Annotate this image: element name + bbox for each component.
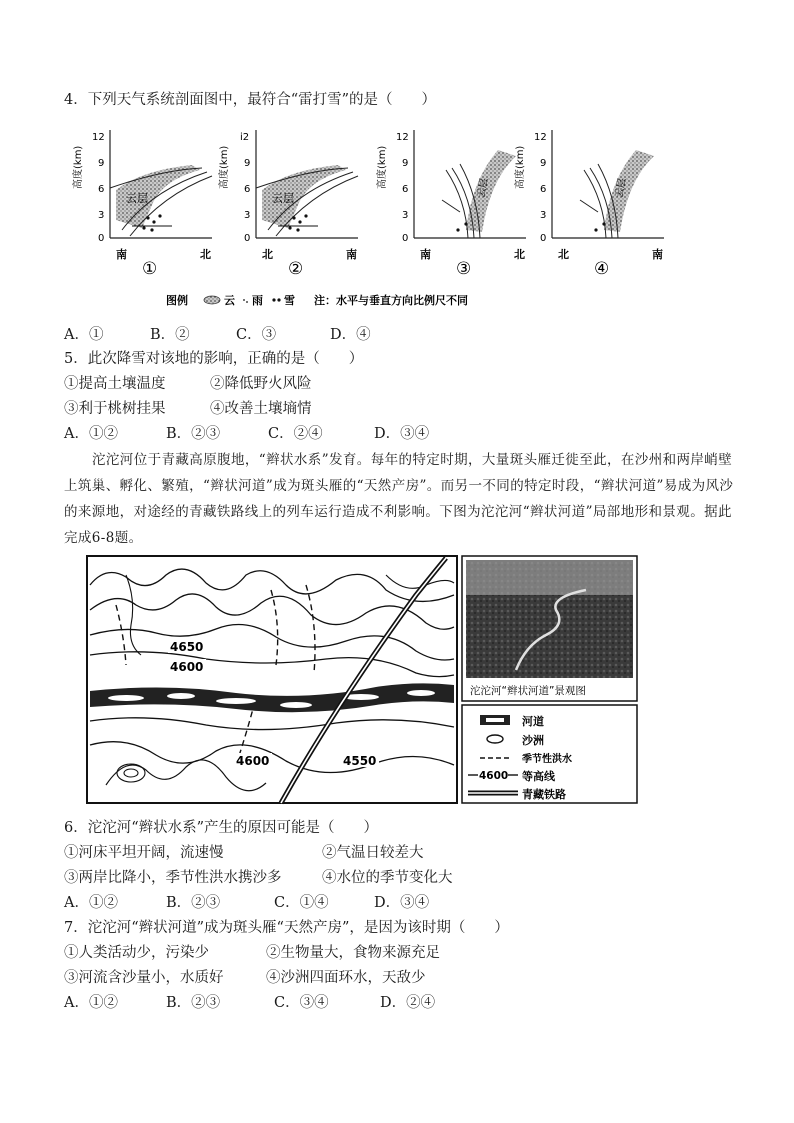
svg-text:注：水平与垂直方向比例尺不同: 注：水平与垂直方向比例尺不同	[314, 294, 468, 307]
svg-text:雪: 雪	[284, 294, 295, 307]
svg-text:季节性洪水: 季节性洪水	[522, 754, 572, 765]
q7-stem: 7．沱沱河“辫状河道”成为斑头雁“天然产房”，是因为该时期（ ）	[64, 920, 509, 936]
panel-number: ②	[288, 259, 304, 279]
snow-dots	[456, 222, 467, 231]
panel-3	[375, 130, 526, 279]
cloud-label: 云层	[126, 192, 148, 205]
svg-text:9: 9	[402, 158, 409, 169]
svg-text:云: 云	[224, 294, 235, 307]
option-d[interactable]: D．③④	[374, 895, 430, 911]
q7-items-row1	[64, 944, 440, 962]
svg-text:0: 0	[244, 233, 251, 244]
option-a[interactable]: A．①②	[64, 426, 118, 442]
q5-items-row1	[64, 375, 312, 393]
option-d[interactable]: D．③④	[374, 426, 430, 442]
q7-items-row2	[64, 969, 426, 987]
y-axis-label: 高度(km)	[73, 145, 84, 189]
y-axis-label: 高度(km)	[515, 145, 526, 189]
svg-text:0: 0	[540, 233, 547, 244]
svg-text:6: 6	[540, 184, 547, 195]
svg-text:i2: i2	[240, 132, 250, 143]
q6-item-2: ②气温日较差大	[322, 845, 424, 861]
svg-text:3: 3	[98, 210, 105, 221]
svg-text:6: 6	[402, 184, 409, 195]
cloud-label: 云层	[614, 177, 629, 199]
svg-text:等高线: 等高线	[522, 770, 555, 783]
svg-text:6: 6	[244, 184, 251, 195]
panel-4	[513, 130, 664, 279]
svg-text:9: 9	[98, 158, 105, 169]
q6-items-row1	[64, 844, 424, 862]
q4-legend	[166, 293, 468, 307]
svg-text:青藏铁路: 青藏铁路	[522, 788, 566, 801]
svg-text:北: 北	[262, 248, 273, 261]
svg-text:南: 南	[346, 248, 357, 261]
tuotuo-river-figure	[86, 555, 638, 805]
svg-text:12: 12	[92, 132, 105, 143]
svg-text:3: 3	[244, 210, 251, 221]
map-legend	[462, 705, 637, 803]
q6-stem: 6．沱沱河“辫状水系”产生的原因可能是（ ）	[64, 820, 379, 836]
svg-text:北: 北	[514, 248, 525, 261]
y-axis-label: 高度(km)	[377, 145, 388, 189]
svg-text:3: 3	[402, 210, 409, 221]
landscape-photo	[462, 556, 637, 701]
svg-text:3: 3	[540, 210, 547, 221]
svg-text:沙洲: 沙洲	[522, 734, 544, 747]
svg-text:北: 北	[558, 248, 569, 261]
q4-options	[64, 326, 371, 344]
svg-text:南: 南	[652, 248, 663, 261]
svg-text:南: 南	[420, 248, 431, 261]
panel-number: ①	[142, 259, 158, 279]
panel-1	[71, 130, 212, 279]
passage: 沱沱河位于青藏高原腹地，“辫状水系”发育。每年的特定时期，大量斑头雁迁徙至此，在沙州和两岸峭壁上筑巢、孵化、繁殖，“辫状河道”成为斑头雁的“天然产房”。而另一不同的特定时段，“辫状河道”易成为风沙的来源地，对途经的青藏铁路线上的列车运行造成不利影响。下图为沱沱河“辫状河道”局部地形和景观。据此完成6-8题。	[64, 452, 734, 546]
y-axis-label: 高度(km)	[219, 145, 230, 189]
cloud-label: 云层	[476, 177, 491, 199]
q4-figure	[73, 120, 722, 320]
sandbar-legend-icon	[487, 735, 503, 743]
panel-number: ④	[594, 259, 610, 279]
snow-dots	[594, 222, 605, 231]
option-c[interactable]: C．③④	[274, 995, 329, 1011]
svg-text:12: 12	[396, 132, 409, 143]
q5-item-2: ②降低野火风险	[210, 376, 312, 392]
svg-text:9: 9	[244, 158, 251, 169]
svg-text:6: 6	[98, 184, 105, 195]
cloud-label: 云层	[272, 192, 294, 205]
q6-item-1: ①河床平坦开阔，流速慢	[64, 845, 224, 861]
q5-options	[64, 425, 429, 443]
q7-item-3: ③河流含沙量小，水质好	[64, 970, 224, 986]
contour-label: 4650	[170, 640, 204, 654]
option-c[interactable]: C．①④	[274, 895, 329, 911]
contour-legend-value: 4600	[479, 770, 509, 782]
q6-options	[64, 894, 429, 912]
svg-text:图例: 图例	[166, 294, 188, 307]
option-a[interactable]: A．①②	[64, 895, 118, 911]
contour-label: 4600	[170, 660, 204, 674]
svg-text:南: 南	[116, 248, 127, 261]
svg-text:0: 0	[98, 233, 105, 244]
svg-text:9: 9	[540, 158, 547, 169]
q6-items-row2	[64, 869, 453, 887]
q5-item-1: ①提高土壤温度	[64, 376, 166, 392]
q7-item-1: ①人类活动少，污染少	[64, 945, 209, 961]
q7-item-2: ②生物量大，食物来源充足	[266, 945, 440, 961]
option-b[interactable]: B．②③	[166, 426, 221, 442]
panel-2	[217, 130, 358, 279]
cloud-area	[604, 150, 654, 232]
contour-label: 4550	[343, 754, 377, 768]
svg-text:北: 北	[200, 248, 211, 261]
svg-text:雨: 雨	[252, 294, 263, 307]
cloud-area	[466, 150, 516, 232]
q5-items-row2	[64, 400, 312, 418]
contour-map	[87, 556, 457, 803]
svg-text:0: 0	[402, 233, 409, 244]
q5-item-3: ③利于桃树挂果	[64, 401, 166, 417]
q5-stem: 5．此次降雪对该地的影响，正确的是（ ）	[64, 351, 364, 367]
contour-label: 4600	[236, 754, 270, 768]
option-d[interactable]: D．④	[330, 327, 371, 343]
q5-item-4: ④改善土壤墒情	[210, 401, 312, 417]
option-b[interactable]: B．②③	[166, 995, 221, 1011]
option-b[interactable]: B．②	[150, 327, 190, 343]
q7-options	[64, 994, 435, 1012]
panel-number: ③	[456, 259, 472, 279]
option-d[interactable]: D．②④	[380, 995, 436, 1011]
q6-item-3: ③两岸比降小，季节性洪水携沙多	[64, 870, 282, 886]
svg-text:12: 12	[534, 132, 547, 143]
q6-item-4: ④水位的季节变化大	[322, 870, 453, 886]
photo-caption: 沱沱河“辫状河道”景观图	[470, 685, 586, 697]
option-a[interactable]: A．①	[64, 327, 104, 343]
svg-text:河道: 河道	[522, 715, 544, 728]
q4-stem: 4．下列天气系统剖面图中，最符合“雷打雪”的是（ ）	[64, 92, 437, 108]
option-c[interactable]: C．②④	[268, 426, 323, 442]
option-c[interactable]: C．③	[236, 327, 277, 343]
option-b[interactable]: B．②③	[166, 895, 221, 911]
cloud-legend-icon	[204, 296, 220, 304]
q7-item-4: ④沙洲四面环水，天敌少	[266, 970, 426, 986]
option-a[interactable]: A．①②	[64, 995, 118, 1011]
